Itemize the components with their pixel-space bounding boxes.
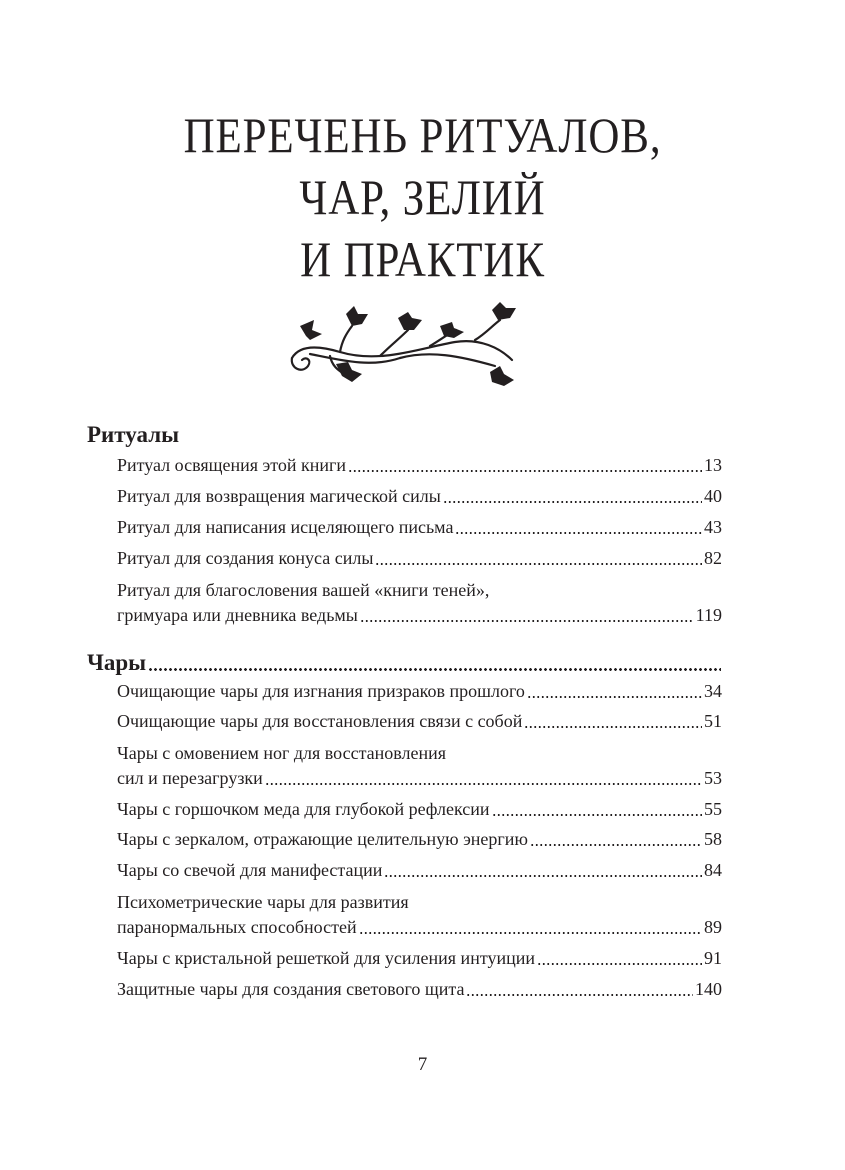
- toc-entry[interactable]: [117, 765, 722, 791]
- section-heading: [87, 422, 723, 448]
- toc-entry[interactable]: [117, 914, 722, 940]
- toc-entry-title: Чары со свечой для манифестации: [117, 860, 383, 880]
- toc-entry-page: 43: [704, 517, 722, 537]
- toc-entry[interactable]: [117, 602, 722, 628]
- toc-entry-page: 55: [704, 799, 722, 819]
- toc-entry-title: Очищающие чары для изгнания призраков прошлого: [117, 681, 525, 701]
- dot-leader: [265, 783, 702, 785]
- dot-leader: [375, 563, 702, 565]
- toc-entry[interactable]: [117, 452, 722, 478]
- dot-leader: [537, 963, 702, 965]
- dot-leader: [524, 726, 702, 728]
- toc-entry-page: 84: [704, 860, 722, 880]
- page-number: 7: [417, 1054, 428, 1075]
- dot-leader: [443, 501, 702, 503]
- toc-entry-title: Очищающие чары для восстановления связи с собой: [117, 711, 523, 731]
- toc-entry-title: Ритуал освящения этой книги: [117, 455, 347, 475]
- toc-entry[interactable]: [117, 678, 722, 704]
- toc-entry-page: 82: [704, 548, 722, 568]
- toc-entry[interactable]: [117, 577, 722, 603]
- toc-entry-title: Чары с кристальной решеткой для усиления интуиции: [117, 948, 535, 968]
- page-title-line-1: ПЕРЕЧЕНЬ РИТУАЛОВ,: [183, 107, 662, 163]
- dot-leader: [492, 814, 702, 816]
- toc-entry[interactable]: [117, 976, 722, 1002]
- toc-entry-page: 119: [695, 605, 722, 625]
- page-title-line-2: ЧАР, ЗЕЛИЙ: [299, 169, 546, 225]
- toc-entry-title: Ритуал для создания конуса силы: [117, 548, 374, 568]
- toc-entry-title: сил и перезагрузки: [117, 768, 263, 788]
- dot-leader: [530, 844, 702, 846]
- toc-entry-page: 89: [704, 917, 722, 937]
- toc-entry-title: Ритуал для благословения вашей «книги теней»,: [117, 580, 490, 600]
- toc-entry-page: 13: [704, 455, 722, 475]
- toc-entry[interactable]: [117, 483, 722, 509]
- toc-entry-page: 140: [695, 979, 722, 999]
- toc-entry[interactable]: [117, 796, 722, 822]
- toc-entry[interactable]: [117, 945, 722, 971]
- dot-leader: [466, 994, 693, 996]
- toc-entry[interactable]: [117, 740, 722, 766]
- dot-leader: [148, 668, 721, 671]
- toc-entry[interactable]: [117, 857, 722, 883]
- toc-entry-title: паранормальных способностей: [117, 917, 357, 937]
- toc-entry-title: Чары с омовением ног для восстановления: [117, 743, 447, 763]
- dot-leader: [455, 532, 702, 534]
- dot-leader: [527, 696, 702, 698]
- toc-entry[interactable]: [117, 545, 722, 571]
- toc-entry-title: Ритуал для написания исцеляющего письма: [117, 517, 454, 537]
- toc-entry-title: Ритуал для возвращения магической силы: [117, 486, 441, 506]
- section-heading-text: Чары: [87, 650, 147, 675]
- dot-leader: [360, 620, 694, 622]
- dot-leader: [384, 875, 702, 877]
- page-title-line-3: И ПРАКТИК: [300, 231, 545, 287]
- ivy-vine-ornament-icon: [280, 296, 550, 392]
- toc-entry[interactable]: [117, 889, 722, 915]
- toc-entry-page: 91: [704, 948, 722, 968]
- toc-entry-title: Чары с горшочком меда для глубокой рефлексии: [117, 799, 490, 819]
- toc-entry-title: Защитные чары для создания светового щита: [117, 979, 465, 999]
- toc-entry-title: Чары с зеркалом, отражающие целительную энергию: [117, 829, 528, 849]
- toc-entry[interactable]: [117, 514, 722, 540]
- toc-entry-title: Психометрические чары для развития: [117, 892, 409, 912]
- toc-entry[interactable]: [117, 708, 722, 734]
- dot-leader: [348, 470, 702, 472]
- toc-entry-page: 34: [704, 681, 722, 701]
- toc-entry-page: 40: [704, 486, 722, 506]
- toc-entry-title: гримуара или дневника ведьмы: [117, 605, 358, 625]
- dot-leader: [359, 932, 702, 934]
- section-heading-text: Ритуалы: [87, 422, 180, 447]
- toc-entry-page: 51: [704, 711, 722, 731]
- section-heading: [87, 650, 723, 676]
- toc-entry[interactable]: [117, 826, 722, 852]
- toc-entry-page: 58: [704, 829, 722, 849]
- toc-entry-page: 53: [704, 768, 722, 788]
